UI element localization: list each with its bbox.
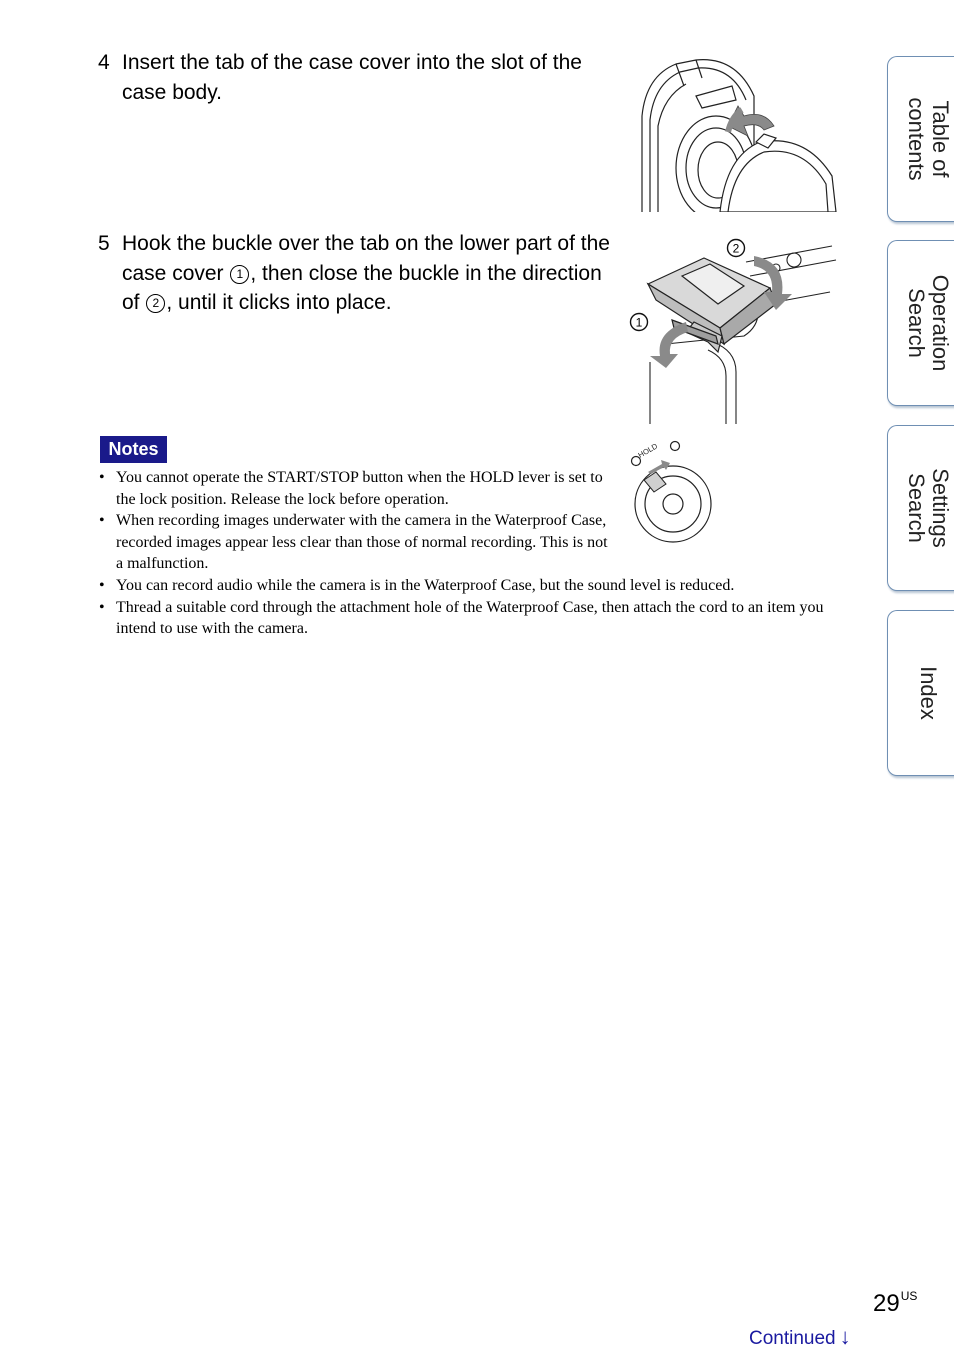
tab-label: Index bbox=[916, 666, 941, 720]
continued-label: Continued bbox=[749, 1328, 836, 1349]
circled-number-1: 1 bbox=[230, 265, 249, 284]
notes-heading: Notes bbox=[100, 436, 167, 463]
page-suffix: US bbox=[900, 1289, 918, 1303]
hold-label: HOLD bbox=[636, 441, 660, 460]
circled-number-2: 2 bbox=[146, 294, 165, 313]
marker-2-label: 2 bbox=[732, 241, 740, 256]
continued-link[interactable] bbox=[749, 1324, 851, 1350]
step-number: 4 bbox=[98, 51, 110, 74]
note-item: • You cannot operate the START/STOP button when the HOLD lever is set to the lock position. Release the lock before operation. bbox=[98, 467, 616, 510]
tab-operation-search[interactable] bbox=[887, 240, 954, 406]
tab-settings-search[interactable] bbox=[887, 425, 954, 591]
step-5 bbox=[98, 229, 618, 318]
tab-label: Settings Search bbox=[904, 468, 953, 548]
step-text-part: Hook the buckle over the tab on the lower part of the case cover bbox=[122, 232, 610, 285]
note-item: • You can record audio while the camera is in the Waterproof Case, but the sound level is reduced. bbox=[98, 575, 838, 597]
notes-list bbox=[98, 467, 838, 640]
tab-index[interactable] bbox=[887, 610, 954, 776]
tab-label: Table of contents bbox=[904, 97, 953, 181]
step-text: Insert the tab of the case cover into the slot of the case body. bbox=[122, 51, 582, 104]
marker-1-label: 1 bbox=[635, 315, 643, 330]
step-text bbox=[122, 229, 618, 318]
step-text-part: , then close the buckle in the direction of bbox=[122, 261, 602, 314]
step-4 bbox=[98, 48, 618, 107]
note-item: • Thread a suitable cord through the attachment hole of the Waterproof Case, then attach the cord to an item you intend to use with the camera. bbox=[98, 597, 838, 640]
tab-label: Operation Search bbox=[904, 274, 953, 372]
tab-table-of-contents[interactable] bbox=[887, 56, 954, 222]
case-cover-illustration bbox=[636, 56, 840, 212]
page-number: $29^{US}$ bbox=[873, 1289, 918, 1317]
step-text-part: , until it clicks into place. bbox=[166, 291, 392, 314]
note-item: • When recording images underwater with the camera in the Waterproof Case, recorded images appear less clear than those of normal recording. This is not a malfunction. bbox=[98, 510, 616, 575]
step-number: 5 bbox=[98, 232, 110, 255]
buckle-illustration bbox=[626, 232, 840, 424]
down-arrow-icon: ↓ bbox=[839, 1324, 851, 1349]
